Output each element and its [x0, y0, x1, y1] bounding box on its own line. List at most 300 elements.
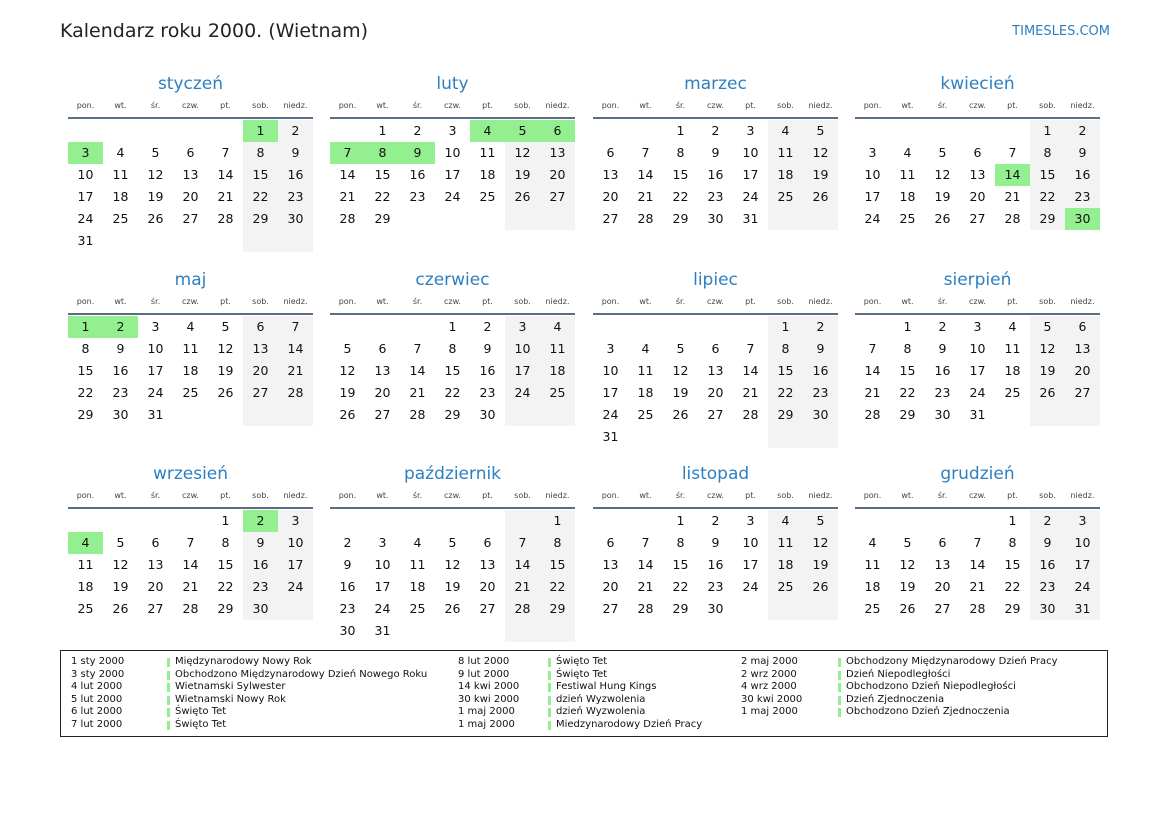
- day-cell: 14: [409, 363, 426, 378]
- weekday-label: pt.: [482, 491, 493, 500]
- day-cell: 22: [444, 385, 461, 400]
- weekday-label: pon.: [338, 491, 357, 500]
- day-cell: 11: [637, 363, 654, 378]
- empty-cell: [925, 510, 960, 532]
- day-cell: 17: [864, 189, 881, 204]
- weekday-label: sob.: [1039, 491, 1056, 500]
- weekday-label: sob.: [514, 491, 531, 500]
- day-cell: 8: [81, 341, 90, 356]
- day-cell: 22: [672, 579, 689, 594]
- day-cell: 8: [1030, 142, 1065, 164]
- weekday-label: niedz.: [545, 491, 570, 500]
- day-cell: 15: [217, 557, 234, 572]
- day-cell: 11: [864, 557, 881, 572]
- weekday-label: śr.: [937, 101, 948, 110]
- weekday-label: pt.: [482, 297, 493, 306]
- day-cell: 5: [343, 341, 352, 356]
- holiday-marker: [838, 696, 841, 705]
- holiday-marker: [838, 683, 841, 692]
- day-cell: 30: [112, 407, 129, 422]
- empty-cell: [505, 510, 540, 532]
- day-cell: 28: [864, 407, 881, 422]
- day-cell: 7: [868, 341, 877, 356]
- empty-cell: [768, 426, 803, 448]
- empty-cell: [593, 316, 628, 338]
- month-7: [593, 269, 838, 448]
- empty-cell: [173, 510, 208, 532]
- weekday-label: czw.: [707, 101, 724, 110]
- day-cell: 27: [969, 211, 986, 226]
- day-cell: 25: [540, 382, 575, 404]
- holiday-date: 7 lut 2000: [71, 718, 123, 730]
- day-cell: 6: [1065, 316, 1100, 338]
- empty-cell: [768, 208, 803, 230]
- day-cell: 20: [707, 385, 724, 400]
- weekday-label: niedz.: [283, 491, 308, 500]
- month-11: [593, 463, 838, 620]
- day-cell: 7: [330, 142, 365, 164]
- day-cell: 23: [479, 385, 496, 400]
- day-cell: 4: [868, 535, 877, 550]
- weekday-label: pt.: [482, 101, 493, 110]
- day-cell: 19: [444, 579, 461, 594]
- day-cell: 1: [676, 123, 685, 138]
- day-cell: 20: [1065, 360, 1100, 382]
- day-grid: [855, 316, 1100, 426]
- month-name: lipiec: [693, 270, 738, 290]
- day-cell: 26: [899, 601, 916, 616]
- month-1: [68, 73, 313, 252]
- day-cell: 3: [151, 319, 160, 334]
- day-cell: 26: [112, 601, 129, 616]
- day-cell: 2: [483, 319, 492, 334]
- day-cell: 3: [746, 513, 755, 528]
- holiday-marker: [548, 708, 551, 717]
- day-cell: 6: [540, 120, 575, 142]
- month-name: maj: [174, 270, 207, 290]
- day-cell: 12: [505, 142, 540, 164]
- weekday-label: czw.: [182, 297, 199, 306]
- weekday-label: wt.: [639, 491, 652, 500]
- day-cell: 21: [637, 579, 654, 594]
- day-cell: 26: [217, 385, 234, 400]
- empty-cell: [470, 620, 505, 642]
- weekday-header: [855, 489, 1100, 509]
- day-grid: [855, 120, 1100, 230]
- day-cell: 7: [505, 532, 540, 554]
- day-cell: 27: [479, 601, 496, 616]
- day-cell: 7: [746, 341, 755, 356]
- day-cell: 26: [1030, 382, 1065, 404]
- day-cell: 6: [973, 145, 982, 160]
- day-cell: 10: [444, 145, 461, 160]
- day-cell: 26: [672, 407, 689, 422]
- day-grid: [330, 510, 575, 642]
- day-cell: 31: [602, 429, 619, 444]
- day-cell: 3: [606, 341, 615, 356]
- day-cell: 7: [221, 145, 230, 160]
- weekday-header: [593, 99, 838, 119]
- day-cell: 1: [1008, 513, 1017, 528]
- day-cell: 1: [243, 120, 278, 142]
- day-cell: 25: [1004, 385, 1021, 400]
- empty-cell: [890, 120, 925, 142]
- day-cell: 10: [864, 167, 881, 182]
- empty-cell: [540, 620, 575, 642]
- weekday-label: wt.: [114, 297, 127, 306]
- empty-cell: [628, 120, 663, 142]
- holiday-name: Dzień Niepodległości: [846, 668, 951, 680]
- empty-cell: [330, 120, 365, 142]
- day-cell: 25: [182, 385, 199, 400]
- day-cell: 28: [278, 382, 313, 404]
- day-cell: 29: [899, 407, 916, 422]
- holiday-date: 1 maj 2000: [741, 706, 798, 718]
- day-cell: 18: [112, 189, 129, 204]
- day-cell: 14: [217, 167, 234, 182]
- day-cell: 9: [938, 341, 947, 356]
- day-cell: 1: [378, 123, 387, 138]
- day-cell: 24: [864, 211, 881, 226]
- day-cell: 8: [768, 338, 803, 360]
- day-cell: 5: [151, 145, 160, 160]
- empty-cell: [173, 120, 208, 142]
- day-cell: 12: [803, 532, 838, 554]
- day-cell: 26: [147, 211, 164, 226]
- day-cell: 15: [1004, 557, 1021, 572]
- day-cell: 5: [803, 120, 838, 142]
- day-cell: 15: [768, 360, 803, 382]
- weekday-label: pon.: [863, 101, 882, 110]
- day-cell: 4: [1008, 319, 1017, 334]
- weekday-label: pt.: [745, 491, 756, 500]
- day-cell: 24: [147, 385, 164, 400]
- weekday-label: czw.: [182, 101, 199, 110]
- day-cell: 29: [672, 601, 689, 616]
- day-cell: 11: [540, 338, 575, 360]
- weekday-label: śr.: [412, 101, 423, 110]
- day-cell: 14: [637, 167, 654, 182]
- day-cell: 3: [1065, 510, 1100, 532]
- empty-cell: [138, 120, 173, 142]
- day-cell: 1: [768, 316, 803, 338]
- empty-cell: [960, 510, 995, 532]
- day-cell: 12: [444, 557, 461, 572]
- day-cell: 13: [540, 142, 575, 164]
- day-cell: 7: [413, 341, 422, 356]
- day-cell: 30: [479, 407, 496, 422]
- weekday-label: sob.: [252, 491, 269, 500]
- day-cell: 14: [995, 164, 1030, 186]
- day-cell: 2: [243, 510, 278, 532]
- day-cell: 3: [448, 123, 457, 138]
- empty-cell: [103, 510, 138, 532]
- day-cell: 31: [374, 623, 391, 638]
- day-cell: 16: [934, 363, 951, 378]
- day-cell: 5: [116, 535, 125, 550]
- day-cell: 7: [641, 145, 650, 160]
- weekday-label: czw.: [444, 297, 461, 306]
- day-cell: 4: [68, 532, 103, 554]
- day-cell: 14: [505, 554, 540, 576]
- day-cell: 4: [903, 145, 912, 160]
- day-cell: 26: [339, 407, 356, 422]
- day-cell: 21: [1004, 189, 1021, 204]
- day-cell: 6: [186, 145, 195, 160]
- day-cell: 9: [243, 532, 278, 554]
- day-cell: 10: [374, 557, 391, 572]
- holiday-name: Obchodzony Międzynarodowy Dzień Pracy: [846, 656, 1058, 667]
- day-cell: 8: [243, 142, 278, 164]
- day-cell: 27: [147, 601, 164, 616]
- day-cell: 25: [637, 407, 654, 422]
- holiday-name: Festiwal Hung Kings: [556, 681, 657, 693]
- day-cell: 4: [641, 341, 650, 356]
- day-cell: 25: [899, 211, 916, 226]
- day-cell: 12: [899, 557, 916, 572]
- weekday-label: czw.: [969, 101, 986, 110]
- day-cell: 20: [147, 579, 164, 594]
- weekday-label: pon.: [76, 491, 95, 500]
- day-cell: 1: [676, 513, 685, 528]
- holiday-marker: [548, 721, 551, 730]
- day-cell: 24: [374, 601, 391, 616]
- day-cell: 5: [938, 145, 947, 160]
- day-cell: 10: [969, 341, 986, 356]
- day-cell: 29: [374, 211, 391, 226]
- weekday-label: niedz.: [1070, 297, 1095, 306]
- day-cell: 22: [899, 385, 916, 400]
- day-cell: 5: [505, 120, 540, 142]
- day-cell: 30: [1030, 598, 1065, 620]
- day-cell: 14: [969, 557, 986, 572]
- day-cell: 28: [182, 601, 199, 616]
- day-cell: 29: [243, 208, 278, 230]
- holiday-marker: [167, 721, 170, 730]
- month-name: kwiecień: [940, 74, 1015, 94]
- day-cell: 23: [707, 189, 724, 204]
- weekday-label: śr.: [412, 491, 423, 500]
- day-cell: 24: [1065, 576, 1100, 598]
- holiday-marker: [838, 671, 841, 680]
- day-cell: 20: [479, 579, 496, 594]
- weekday-label: śr.: [937, 297, 948, 306]
- day-cell: 11: [112, 167, 129, 182]
- day-cell: 2: [1065, 120, 1100, 142]
- day-cell: 12: [672, 363, 689, 378]
- holiday-name: Miedzynarodowy Dzień Pracy: [556, 718, 703, 730]
- day-cell: 8: [221, 535, 230, 550]
- page-title: Kalendarz roku 2000. (Wietnam): [60, 20, 369, 42]
- weekday-label: wt.: [376, 491, 389, 500]
- empty-cell: [365, 510, 400, 532]
- brand-link[interactable]: TIMESLES.COM: [1012, 24, 1110, 39]
- day-cell: 18: [409, 579, 426, 594]
- day-cell: 13: [243, 338, 278, 360]
- day-cell: 18: [637, 385, 654, 400]
- weekday-header: [855, 99, 1100, 119]
- day-cell: 2: [1030, 510, 1065, 532]
- weekday-label: niedz.: [545, 297, 570, 306]
- weekday-label: śr.: [150, 101, 161, 110]
- day-cell: 3: [378, 535, 387, 550]
- day-cell: 21: [409, 385, 426, 400]
- empty-cell: [698, 316, 733, 338]
- day-cell: 4: [768, 120, 803, 142]
- empty-cell: [698, 426, 733, 448]
- day-cell: 17: [742, 557, 759, 572]
- day-cell: 7: [278, 316, 313, 338]
- day-cell: 19: [803, 164, 838, 186]
- day-cell: 18: [768, 164, 803, 186]
- day-cell: 17: [77, 189, 94, 204]
- day-cell: 10: [278, 532, 313, 554]
- day-cell: 9: [711, 145, 720, 160]
- day-cell: 3: [68, 142, 103, 164]
- day-cell: 1: [448, 319, 457, 334]
- holiday-name: Międzynarodowy Nowy Rok: [175, 656, 312, 667]
- empty-cell: [470, 510, 505, 532]
- day-cell: 19: [217, 363, 234, 378]
- day-cell: 2: [103, 316, 138, 338]
- day-cell: 16: [707, 167, 724, 182]
- day-cell: 8: [676, 145, 685, 160]
- empty-cell: [173, 404, 208, 426]
- day-cell: 20: [934, 579, 951, 594]
- weekday-label: sob.: [777, 101, 794, 110]
- day-cell: 10: [742, 145, 759, 160]
- day-cell: 1: [903, 319, 912, 334]
- day-cell: 29: [768, 404, 803, 426]
- weekday-label: czw.: [444, 491, 461, 500]
- day-cell: 24: [444, 189, 461, 204]
- month-8: [855, 269, 1100, 426]
- day-cell: 4: [768, 510, 803, 532]
- holiday-date: 14 kwi 2000: [458, 681, 520, 693]
- day-cell: 4: [116, 145, 125, 160]
- day-cell: 20: [602, 189, 619, 204]
- weekday-label: sob.: [1039, 101, 1056, 110]
- day-cell: 24: [742, 579, 759, 594]
- day-cell: 9: [1030, 532, 1065, 554]
- day-cell: 22: [374, 189, 391, 204]
- day-cell: 21: [742, 385, 759, 400]
- empty-cell: [330, 510, 365, 532]
- weekday-label: pon.: [601, 491, 620, 500]
- day-cell: 23: [278, 186, 313, 208]
- day-cell: 15: [243, 164, 278, 186]
- day-cell: 8: [448, 341, 457, 356]
- day-cell: 7: [973, 535, 982, 550]
- day-cell: 11: [409, 557, 426, 572]
- empty-cell: [435, 208, 470, 230]
- month-name: grudzień: [940, 464, 1015, 484]
- day-cell: 29: [540, 598, 575, 620]
- weekday-header: [330, 295, 575, 315]
- month-name: listopad: [681, 464, 750, 484]
- weekday-label: niedz.: [1070, 491, 1095, 500]
- day-cell: 6: [938, 535, 947, 550]
- weekday-label: sob.: [514, 101, 531, 110]
- weekday-label: śr.: [150, 491, 161, 500]
- day-cell: 15: [77, 363, 94, 378]
- day-cell: 6: [378, 341, 387, 356]
- empty-cell: [628, 426, 663, 448]
- day-cell: 11: [768, 142, 803, 164]
- day-cell: 15: [672, 167, 689, 182]
- day-cell: 31: [1065, 598, 1100, 620]
- day-cell: 11: [77, 557, 94, 572]
- empty-cell: [1030, 404, 1065, 426]
- month-9: [68, 463, 313, 620]
- weekday-label: śr.: [675, 491, 686, 500]
- day-grid: [330, 316, 575, 426]
- day-cell: 22: [243, 186, 278, 208]
- weekday-label: wt.: [114, 101, 127, 110]
- empty-cell: [540, 404, 575, 426]
- weekday-label: sob.: [777, 297, 794, 306]
- weekday-label: wt.: [901, 101, 914, 110]
- day-cell: 18: [768, 554, 803, 576]
- day-cell: 16: [339, 579, 356, 594]
- day-cell: 18: [479, 167, 496, 182]
- weekday-label: pt.: [1007, 101, 1018, 110]
- weekday-label: wt.: [639, 101, 652, 110]
- holiday-date: 9 lut 2000: [458, 668, 510, 680]
- day-cell: 25: [768, 576, 803, 598]
- day-grid: [68, 316, 313, 426]
- month-4: [855, 73, 1100, 230]
- day-cell: 27: [243, 382, 278, 404]
- day-cell: 17: [444, 167, 461, 182]
- empty-cell: [855, 510, 890, 532]
- day-cell: 16: [112, 363, 129, 378]
- day-cell: 29: [77, 407, 94, 422]
- weekday-label: niedz.: [283, 101, 308, 110]
- day-cell: 24: [969, 385, 986, 400]
- day-cell: 17: [278, 554, 313, 576]
- day-cell: 3: [973, 319, 982, 334]
- day-cell: 22: [1030, 186, 1065, 208]
- weekday-label: niedz.: [808, 297, 833, 306]
- day-grid: [593, 120, 838, 230]
- holiday-date: 1 sty 2000: [71, 656, 125, 667]
- day-cell: 6: [606, 535, 615, 550]
- day-cell: 15: [540, 554, 575, 576]
- day-cell: 30: [278, 208, 313, 230]
- day-cell: 22: [768, 382, 803, 404]
- day-cell: 4: [470, 120, 505, 142]
- day-cell: 17: [742, 167, 759, 182]
- day-cell: 12: [934, 167, 951, 182]
- day-cell: 14: [339, 167, 356, 182]
- weekday-label: wt.: [114, 491, 127, 500]
- day-cell: 12: [339, 363, 356, 378]
- day-cell: 23: [1065, 186, 1100, 208]
- day-cell: 3: [505, 316, 540, 338]
- day-cell: 13: [602, 167, 619, 182]
- month-name: sierpień: [943, 270, 1012, 290]
- day-cell: 19: [934, 189, 951, 204]
- empty-cell: [68, 510, 103, 532]
- day-cell: 30: [243, 598, 278, 620]
- empty-cell: [400, 208, 435, 230]
- day-cell: 26: [444, 601, 461, 616]
- day-cell: 11: [768, 532, 803, 554]
- day-cell: 10: [505, 338, 540, 360]
- weekday-label: wt.: [376, 297, 389, 306]
- holiday-marker: [167, 708, 170, 717]
